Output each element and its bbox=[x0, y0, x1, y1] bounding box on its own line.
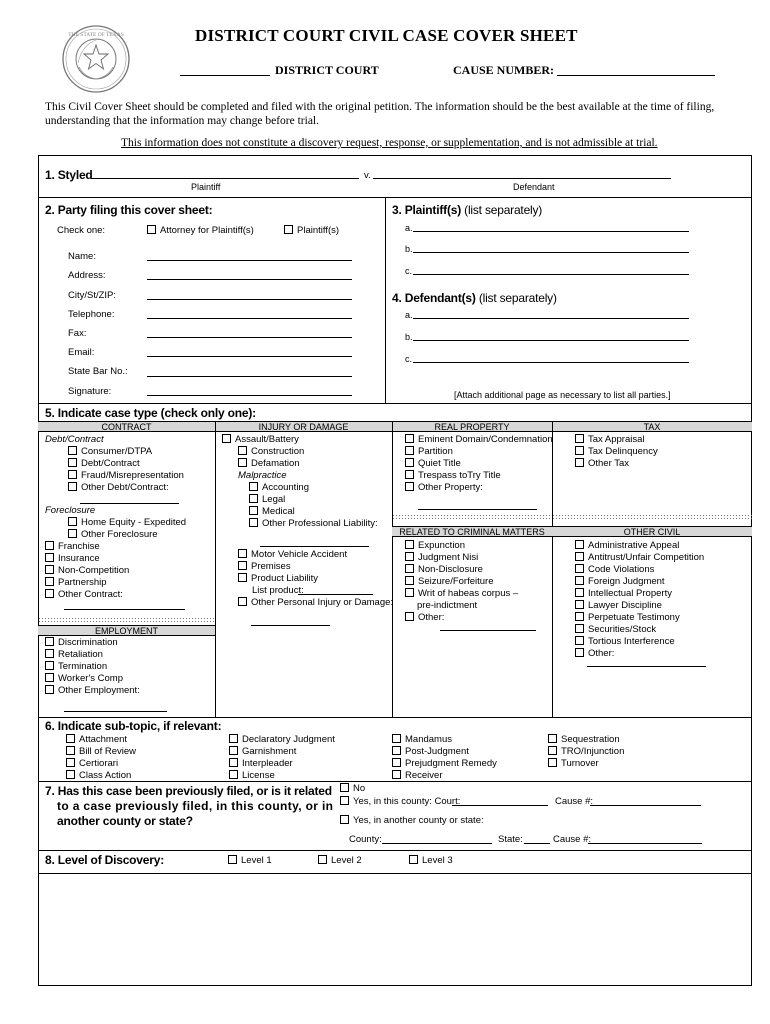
defendant-a-label: a. bbox=[405, 310, 413, 320]
other-debt-checkbox[interactable]: Other Debt/Contract: bbox=[68, 482, 169, 493]
foreign-judgment-checkbox[interactable]: Foreign Judgment bbox=[575, 576, 665, 587]
signature-label: Signature: bbox=[68, 386, 112, 397]
filed-other-county-checkbox[interactable]: Yes, in another county or state: bbox=[340, 815, 484, 826]
debt-contract-checkbox[interactable]: Debt/Contract bbox=[68, 458, 140, 469]
tro-injunction-checkbox[interactable]: TRO/Injunction bbox=[548, 746, 624, 757]
fax-field[interactable] bbox=[147, 337, 352, 338]
state-label: State: bbox=[498, 834, 523, 845]
termination-checkbox[interactable]: Termination bbox=[45, 661, 107, 672]
legal-checkbox[interactable]: Legal bbox=[249, 494, 285, 505]
admin-appeal-checkbox[interactable]: Administrative Appeal bbox=[575, 540, 679, 551]
other-professional-checkbox[interactable]: Other Professional Liability: bbox=[249, 518, 378, 529]
svg-text:THE STATE OF TEXAS: THE STATE OF TEXAS bbox=[68, 32, 124, 38]
list-product-label: List product: bbox=[252, 585, 304, 596]
judgment-nisi-checkbox[interactable]: Judgment Nisi bbox=[405, 552, 478, 563]
check-one-label: Check one: bbox=[57, 225, 106, 236]
plaintiff-b-field[interactable] bbox=[413, 252, 689, 253]
form-title: DISTRICT COURT CIVIL CASE COVER SHEET bbox=[195, 26, 578, 45]
plaintiff-a-label: a. bbox=[405, 223, 413, 233]
motor-vehicle-checkbox[interactable]: Motor Vehicle Accident bbox=[238, 549, 347, 560]
eminent-domain-checkbox[interactable]: Eminent Domain/Condemnation bbox=[405, 434, 553, 445]
lawyer-discipline-checkbox[interactable]: Lawyer Discipline bbox=[575, 600, 662, 611]
email-field[interactable] bbox=[147, 356, 352, 357]
texas-state-seal bbox=[62, 25, 130, 93]
other-employment-checkbox[interactable]: Other Employment: bbox=[45, 685, 140, 696]
district-court-label: DISTRICT COURT bbox=[275, 63, 379, 77]
other-pi-checkbox[interactable]: Other Personal Injury or Damage: bbox=[238, 597, 393, 608]
level-1-checkbox[interactable]: Level 1 bbox=[228, 855, 272, 866]
real-property-header: REAL PROPERTY bbox=[392, 421, 552, 432]
plaintiff-a-field[interactable] bbox=[413, 231, 689, 232]
county-field[interactable] bbox=[382, 843, 492, 844]
mandamus-checkbox[interactable]: Mandamus bbox=[392, 734, 452, 745]
other-employment-field[interactable] bbox=[64, 711, 167, 712]
expunction-checkbox[interactable]: Expunction bbox=[405, 540, 465, 551]
level-2-checkbox[interactable]: Level 2 bbox=[318, 855, 362, 866]
discrimination-checkbox[interactable]: Discrimination bbox=[45, 637, 118, 648]
home-equity-checkbox[interactable]: Home Equity - Expedited bbox=[68, 517, 186, 528]
plaintiff-caption: Plaintiff bbox=[191, 182, 221, 192]
other-debt-field[interactable] bbox=[80, 503, 179, 504]
fax-label: Fax: bbox=[68, 328, 87, 339]
defendant-b-label: b. bbox=[405, 332, 413, 342]
other-foreclosure-checkbox[interactable]: Other Foreclosure bbox=[68, 529, 158, 540]
telephone-field[interactable] bbox=[147, 318, 352, 319]
cause-label-1: Cause #: bbox=[555, 796, 594, 807]
state-field[interactable] bbox=[524, 843, 550, 844]
tax-delinquency-checkbox[interactable]: Tax Delinquency bbox=[575, 446, 658, 457]
plaintiff-b-label: b. bbox=[405, 244, 413, 254]
other-civil-header: OTHER CIVIL bbox=[552, 526, 752, 537]
contract-header: CONTRACT bbox=[38, 421, 215, 432]
defendant-c-field[interactable] bbox=[413, 362, 689, 363]
workers-comp-checkbox[interactable]: Worker's Comp bbox=[45, 673, 123, 684]
garnishment-checkbox[interactable]: Garnishment bbox=[229, 746, 296, 757]
defendants-list-label: 4. Defendant(s) (list separately) bbox=[392, 291, 557, 305]
product-liability-checkbox[interactable]: Product Liability bbox=[238, 573, 318, 584]
state-bar-label: State Bar No.: bbox=[68, 366, 128, 377]
not-filed-checkbox[interactable]: No bbox=[340, 783, 365, 794]
foreclosure-heading: Foreclosure bbox=[45, 505, 96, 516]
non-competition-checkbox[interactable]: Non-Competition bbox=[45, 565, 129, 576]
cause-field-2[interactable] bbox=[588, 843, 702, 844]
code-violations-checkbox[interactable]: Code Violations bbox=[575, 564, 654, 575]
discovery-level-label: 8. Level of Discovery: bbox=[45, 853, 164, 867]
criminal-other-checkbox[interactable]: Other: bbox=[405, 612, 444, 623]
state-bar-field[interactable] bbox=[147, 376, 352, 377]
defendant-b-field[interactable] bbox=[413, 340, 689, 341]
attach-note: [Attach additional page as necessary to list all parties.] bbox=[454, 390, 671, 400]
pre-indictment-label: pre-indictment bbox=[417, 600, 478, 611]
previously-filed-q1: 7. Has this case been previously filed, or is it related bbox=[45, 784, 332, 798]
securities-checkbox[interactable]: Securities/Stock bbox=[575, 624, 656, 635]
receiver-checkbox[interactable]: Receiver bbox=[392, 770, 443, 781]
defendant-caption: Defendant bbox=[513, 182, 555, 192]
address-field[interactable] bbox=[147, 279, 352, 280]
license-checkbox[interactable]: License bbox=[229, 770, 275, 781]
party-filing-label: 2. Party filing this cover sheet: bbox=[45, 203, 213, 217]
interpleader-checkbox[interactable]: Interpleader bbox=[229, 758, 293, 769]
cause-label-2: Cause #: bbox=[553, 834, 592, 845]
other-contract-checkbox[interactable]: Other Contract: bbox=[45, 589, 123, 600]
seizure-checkbox[interactable]: Seizure/Forfeiture bbox=[405, 576, 494, 587]
construction-checkbox[interactable]: Construction bbox=[238, 446, 304, 457]
writ-habeas-checkbox[interactable]: Writ of habeas corpus – bbox=[405, 588, 518, 599]
defamation-checkbox[interactable]: Defamation bbox=[238, 458, 300, 469]
other-tax-checkbox[interactable]: Other Tax bbox=[575, 458, 629, 469]
other-professional-field[interactable] bbox=[260, 546, 369, 547]
notice-text: This information does not constitute a discovery request, response, or supplementation, and is not admissible at trial. bbox=[121, 137, 658, 149]
sequestration-checkbox[interactable]: Sequestration bbox=[548, 734, 620, 745]
tax-appraisal-checkbox[interactable]: Tax Appraisal bbox=[575, 434, 645, 445]
cause-number-blank[interactable] bbox=[557, 75, 715, 76]
franchise-checkbox[interactable]: Franchise bbox=[45, 541, 100, 552]
plaintiff-c-label: c. bbox=[405, 266, 413, 276]
court-field[interactable] bbox=[452, 805, 548, 806]
telephone-label: Telephone: bbox=[68, 309, 115, 320]
certiorari-checkbox[interactable]: Certiorari bbox=[66, 758, 118, 769]
debt-contract-heading: Debt/Contract bbox=[45, 434, 104, 445]
defendant-c-label: c. bbox=[405, 354, 413, 364]
assault-checkbox[interactable]: Assault/Battery bbox=[222, 434, 299, 445]
cause-number-label: CAUSE NUMBER: bbox=[453, 63, 555, 77]
prejudgment-remedy-checkbox[interactable]: Prejudgment Remedy bbox=[392, 758, 497, 769]
antitrust-checkbox[interactable]: Antitrust/Unfair Competition bbox=[575, 552, 704, 563]
medical-checkbox[interactable]: Medical bbox=[249, 506, 295, 517]
trespass-checkbox[interactable]: Trespass toTry Title bbox=[405, 470, 501, 481]
turnover-checkbox[interactable]: Turnover bbox=[548, 758, 599, 769]
sub-topic-label: 6. Indicate sub-topic, if relevant: bbox=[45, 719, 222, 733]
defendant-a-field[interactable] bbox=[413, 318, 689, 319]
employment-header: EMPLOYMENT bbox=[38, 625, 215, 636]
previously-filed-q3: another county or state? bbox=[57, 814, 193, 828]
partition-checkbox[interactable]: Partition bbox=[405, 446, 453, 457]
bill-of-review-checkbox[interactable]: Bill of Review bbox=[66, 746, 136, 757]
class-action-checkbox[interactable]: Class Action bbox=[66, 770, 131, 781]
plaintiff-c-field[interactable] bbox=[413, 274, 689, 275]
defendant-style-field[interactable] bbox=[373, 178, 671, 179]
level-3-checkbox[interactable]: Level 3 bbox=[409, 855, 453, 866]
partnership-checkbox[interactable]: Partnership bbox=[45, 577, 107, 588]
fraud-checkbox[interactable]: Fraud/Misrepresentation bbox=[68, 470, 184, 481]
other-property-field[interactable] bbox=[418, 509, 537, 510]
other-civil-checkbox[interactable]: Other: bbox=[575, 648, 614, 659]
quiet-title-checkbox[interactable]: Quiet Title bbox=[405, 458, 461, 469]
plaintiff-style-field[interactable] bbox=[91, 178, 359, 179]
plaintiff-checkbox[interactable]: Plaintiff(s) bbox=[284, 225, 339, 236]
cause-field-1[interactable] bbox=[590, 805, 701, 806]
styled-label: 1. Styled bbox=[45, 168, 93, 182]
attachment-checkbox[interactable]: Attachment bbox=[66, 734, 127, 745]
consumer-dtpa-checkbox[interactable]: Consumer/DTPA bbox=[68, 446, 152, 457]
city-field[interactable] bbox=[147, 299, 352, 300]
declaratory-judgment-checkbox[interactable]: Declaratory Judgment bbox=[229, 734, 335, 745]
other-pi-field[interactable] bbox=[251, 625, 330, 626]
name-label: Name: bbox=[68, 251, 96, 262]
post-judgment-checkbox[interactable]: Post-Judgment bbox=[392, 746, 469, 757]
list-product-field[interactable] bbox=[298, 594, 373, 595]
accounting-checkbox[interactable]: Accounting bbox=[249, 482, 309, 493]
other-civil-field[interactable] bbox=[587, 666, 706, 667]
email-label: Email: bbox=[68, 347, 95, 358]
plaintiffs-list-label: 3. Plaintiff(s) (list separately) bbox=[392, 203, 543, 217]
city-label: City/St/ZIP: bbox=[68, 290, 117, 301]
malpractice-heading: Malpractice bbox=[238, 470, 287, 481]
versus-label: v. bbox=[364, 170, 371, 181]
premises-checkbox[interactable]: Premises bbox=[238, 561, 291, 572]
intellectual-property-checkbox[interactable]: Intellectual Property bbox=[575, 588, 672, 599]
other-property-checkbox[interactable]: Other Property: bbox=[405, 482, 483, 493]
attorney-checkbox[interactable]: Attorney for Plaintiff(s) bbox=[147, 225, 254, 236]
district-court-blank[interactable] bbox=[180, 75, 270, 76]
case-type-label: 5. Indicate case type (check only one): bbox=[45, 406, 256, 420]
retaliation-checkbox[interactable]: Retaliation bbox=[45, 649, 103, 660]
non-disclosure-checkbox[interactable]: Non-Disclosure bbox=[405, 564, 483, 575]
name-field[interactable] bbox=[147, 260, 352, 261]
intro-text: This Civil Cover Sheet should be completed and filed with the original petition. The information should be the best available at the time of filing, bbox=[45, 101, 715, 113]
previously-filed-q2: to a case previously filed, in this county, or in bbox=[57, 799, 334, 813]
county-label: County: bbox=[349, 834, 382, 845]
injury-header: INJURY OR DAMAGE bbox=[215, 421, 392, 432]
intro-text-2: understanding that the information may change before trial. bbox=[45, 115, 319, 127]
criminal-header: RELATED TO CRIMINAL MATTERS bbox=[392, 526, 552, 537]
address-label: Address: bbox=[68, 270, 106, 281]
filed-this-county-checkbox[interactable]: Yes, in this county: Court: bbox=[340, 796, 460, 807]
perpetuate-testimony-checkbox[interactable]: Perpetuate Testimony bbox=[575, 612, 680, 623]
tax-header: TAX bbox=[552, 421, 752, 432]
tortious-checkbox[interactable]: Tortious Interference bbox=[575, 636, 675, 647]
insurance-checkbox[interactable]: Insurance bbox=[45, 553, 100, 564]
other-contract-field[interactable] bbox=[64, 609, 185, 610]
criminal-other-field[interactable] bbox=[440, 630, 536, 631]
signature-field[interactable] bbox=[147, 395, 352, 396]
